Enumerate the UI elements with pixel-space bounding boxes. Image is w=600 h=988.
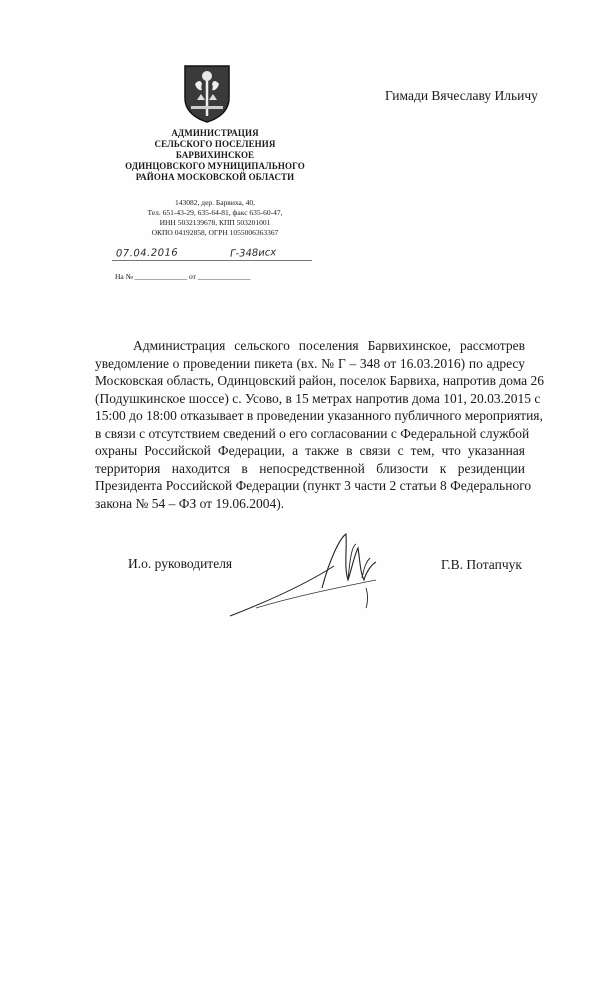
body-line: закона № 54 – ФЗ от 19.06.2004). xyxy=(95,495,285,511)
address-line: 143082, дер. Барвиха, 40, xyxy=(175,198,255,207)
signatory-name: Г.В. Потапчук xyxy=(441,557,522,572)
reference-line: На № ______________ от ______________ xyxy=(115,272,251,281)
address-line: ИНН 5032139678, КПП 503201001 xyxy=(159,218,271,227)
divider xyxy=(112,260,312,261)
body-line: уведомление о проведении пикета (вх. № Г – 348 от 16.03.2016) по адресу xyxy=(95,355,525,371)
body-line: (Подушкинское шоссе) с. Усово, в 15 метрах напротив дома 101, 20.03.2015 с xyxy=(95,390,541,406)
coat-of-arms-icon xyxy=(183,64,231,124)
letterhead-line: БАРВИХИНСКОЕ xyxy=(175,150,255,160)
organization-address xyxy=(120,198,310,238)
body-line: территория находится в непосредственной близости к резиденции xyxy=(95,460,525,476)
outgoing-number: Г-348исх xyxy=(229,247,277,260)
body-line: Президента Российской Федерации (пункт 3 части 2 статьи 8 Федерального xyxy=(95,478,532,493)
organization-letterhead xyxy=(120,128,310,183)
addressee: Гимади Вячеславу Ильичу xyxy=(385,88,538,103)
body-line: 15:00 до 18:00 отказывает в проведении указанного публичного мероприятия, xyxy=(95,408,543,423)
letterhead-line: РАЙОНА МОСКОВСКОЙ ОБЛАСТИ xyxy=(135,172,295,182)
signatory-role: И.о. руководителя xyxy=(128,556,233,571)
letterhead-line: СЕЛЬСКОГО ПОСЕЛЕНИЯ xyxy=(154,139,276,149)
address-line: ОКПО 04192858, ОГРН 1055006363367 xyxy=(151,228,279,237)
letterhead-line: АДМИНИСТРАЦИЯ xyxy=(171,128,259,138)
body-line: Московская область, Одинцовский район, поселок Барвиха, напротив дома 26 xyxy=(95,373,545,388)
address-line: Тел. 651-43-29, 635-64-81, факс 635-60-47, xyxy=(147,208,283,217)
handwritten-signature xyxy=(226,528,396,623)
body-line: охраны Российской Федерации, а также в связи с тем, что указанная xyxy=(95,443,525,458)
letterhead-line: ОДИНЦОВСКОГО МУНИЦИПАЛЬНОГО xyxy=(125,161,305,171)
outgoing-registration xyxy=(112,248,312,264)
body-line: Администрация сельского поселения Барвихинское, рассмотрев xyxy=(133,338,525,353)
outgoing-date: 07.04.2016 xyxy=(115,247,179,260)
body-line: в связи с отсутствием сведений о его согласовании с Федеральной службой xyxy=(95,425,530,441)
letter-body xyxy=(95,337,545,512)
